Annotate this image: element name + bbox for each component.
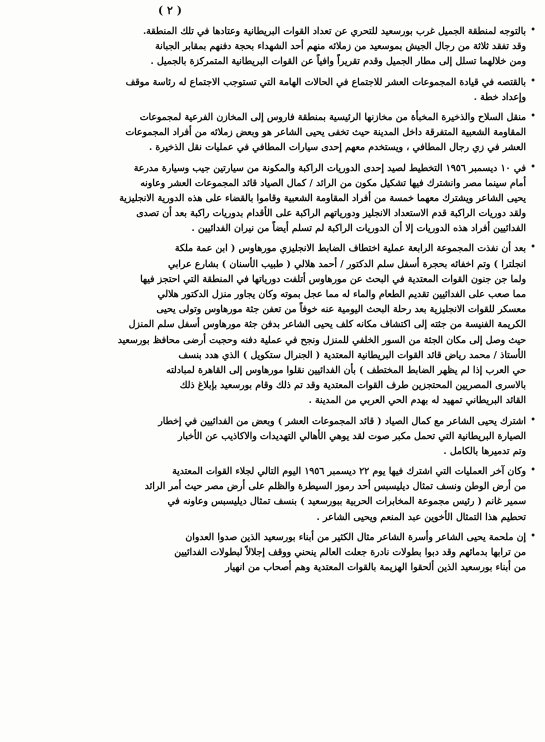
text-line: معسكر للقوات الانجليزية بعد رحلة البحث اليومية عنه خوفاً من تعفن جثة مورهاوس وتولى يحيى: [156, 304, 526, 316]
bullet-icon: •: [530, 161, 536, 173]
bullet-icon: •: [530, 414, 536, 426]
text-line: القائد البريطاني تمهيد له بهدم الحي العربي من المدينة .: [308, 395, 526, 407]
text-line: إن ملحمة يحيى الشاعر وأسرة الشاعر مثال الكثير من أبناء بورسعيد الذين صدوا العدوان: [185, 531, 526, 543]
paragraph: [14, 464, 536, 525]
text-line: أمام سينما مصر وانشترك فيها تشكيل مكون من الرائد / كمال الصياد قائد المجموعات العشر وعاونه: [140, 177, 526, 189]
text-line: ولقد دوريات الراكبة قدم الاستعداد الانجليز ودورياتهم الراكبة على الأقدام بدوريات راكبة بعد أن تصدى: [136, 208, 526, 220]
text-line: الفدائيين أفراد هذه الدوريات إلا أن الدوريات الراكبة لم تسلم أيضاً من نيران الفدائيين .: [191, 223, 526, 235]
text-line: الأستاذ / محمد رياض قائد القوات البريطانية المعتدية ( الجنرال ستكويل ) الذي هدد بنسف: [178, 349, 526, 361]
bullet-icon: •: [530, 25, 536, 36]
bullet-icon: •: [530, 75, 536, 87]
page-number: ( ٢ ): [157, 4, 182, 17]
text-line: حي العرب إذا لم يظهر الضابط المختطف ) بأن الفدائيين نقلوا مورهاوس إلى القاهرة لمبادلته: [166, 364, 526, 376]
text-line: في ١٠ ديسمبر ١٩٥٦ التخطيط لصيد إحدى الدوريات الراكبة والمكونة من سيارتين جيب وسيارة مدرعة: [133, 162, 526, 174]
text-line: من أبناء بورسعيد الذين ألحقوا الهزيمة بالقوات المعتدية وهم أصحاب من انهيار: [225, 562, 526, 574]
paragraph: [14, 75, 536, 105]
paragraph: [14, 414, 536, 460]
text-line: حيث وصل إلى مكان الجثة من السور الخلفي للمنزل ونجح في عملية دفنه وحجبت أرضى محافظ بورسعيد: [117, 334, 526, 346]
text-line: بالقتصه في قيادة المجموعات العشر للاجتماع في الحالات الهامة التي تستوجب الاجتماع له رئاسة موقف: [125, 76, 526, 88]
text-line: منقل السلاح والذخيرة المخبأة من مخازنها الرئيسية بمنطقة فاروس إلى المخازن الفرعية لمجموعات: [139, 111, 526, 123]
paragraph: [14, 530, 536, 576]
paragraph: [14, 161, 536, 237]
text-line: بعد أن نفذت المجموعة الرابعة عملية اختطاف الضابط الانجليزي مورهاوس ( ابن عمة ملكة: [174, 243, 526, 255]
bullet-icon: •: [530, 530, 536, 542]
text-line: مما صعب على الفدائيين تقديم الطعام والماء له مما عجل بموته وكان يجاور منزل الدكتور هلالي: [157, 289, 526, 300]
text-line: سمير غانم ( رئيس مجموعة المخابرات الحربية ببورسعيد ) بنسف تمثال ديليسبس وعاونه في: [167, 496, 526, 508]
text-line: وقد تفقد ثلاثة من رجال الجيش بموسعيد من زملائه منهم أحد الشهداء بحجة دفنهم بمقابر الجبانة: [155, 41, 526, 53]
text-line: اشترك يحيى الشاعر مع كمال الصياد ( قائد المجموعات العشر ) وبعض من الفدائيين في إخطار: [158, 415, 526, 427]
text-line: وكان آخر العمليات التي اشترك فيها يوم ٢٢ ديسمبر ١٩٥٦ اليوم التالي لجلاء القوات المعتدية: [172, 466, 526, 478]
text-line: الكريمة الفنيسة من جثته إلى اكتشاف مكانه كلف يحيى الشاعر بدفن جثة مورهاوس أسفل سلم المنزل: [128, 319, 526, 331]
text-line: من أرض الوطن ونسف تمثال ديليسبس أحد رموز السيطرة والظلم على أرض مصر حيث أمر الرائد: [144, 481, 526, 493]
paragraph: [14, 110, 536, 156]
text-line: من ترابها بدمائهم وقد دبوا بطولات نادرة جعلت العالم ينحني ووقف إجلالاً لبطولات الفدائيين: [174, 547, 526, 558]
paragraph: [14, 24, 536, 70]
text-line: المقاومة الشعبية المتفرقة داخل المدينة حيث تخفى يحيى الشاعر هو وبعض زملائه من أفراد المجموعات: [125, 127, 526, 139]
bullet-icon: •: [530, 465, 536, 477]
text-line: بالاسرى المصريين المحتجزين طرف القوات المعتدية وقد تم ذلك وقام بورسعيد بإبلاغ ذلك: [179, 380, 526, 392]
text-line: تحطيم هذا التمثال الأخوين عبد المنعم ويحيى الشاعر .: [316, 511, 526, 523]
text-line: انجلترا ) وتم اخفائه بحجرة أسفل سلم الدكتور / أحمد هلالي ( طبيب الأسنان ) بشارع عرابي: [167, 258, 526, 270]
text-line: بالتوجه لمنطقة الجميل غرب بورسعيد للتحري عن تعداد القوات البريطانية وعتادها في تلك المنطقة.: [142, 26, 526, 37]
text-line: وتم تدميرها بالكامل .: [443, 445, 526, 457]
document-body: [14, 24, 536, 580]
text-line: الصيارة البريطانية التي تحمل مكبر صوت لقد يوهي الأهالي التهديدات والاكاذيب عن الأخبار: [177, 430, 526, 442]
text-line: يحيى الشاعر ويشترك معهما خمسة من أفراد المقاومة الشعبية وقاموا بالقضاء على هذه الدورية الانجليزية: [119, 192, 526, 204]
text-line: ومن خلالهما تسلل إلى مطار الجميل وقدم تقريراً وافياً عن القوات البريطانية المتمركزة بالجميل .: [150, 56, 526, 68]
text-line: العشر في زي رجال المطافي ، ويستخدم معهم إحدى سيارات المطافي في عمليات نقل الذخيرة .: [148, 142, 526, 154]
bullet-icon: •: [530, 110, 536, 122]
bullet-icon: •: [530, 242, 536, 254]
text-line: ولما جن جنون القوات المعتدية في البحث عن مورهاوس أتلفت دورياتها في المنطقة التي احتجز فيها: [140, 273, 526, 285]
text-line: وإعداد خطة .: [473, 91, 526, 103]
paragraph: [14, 241, 536, 408]
